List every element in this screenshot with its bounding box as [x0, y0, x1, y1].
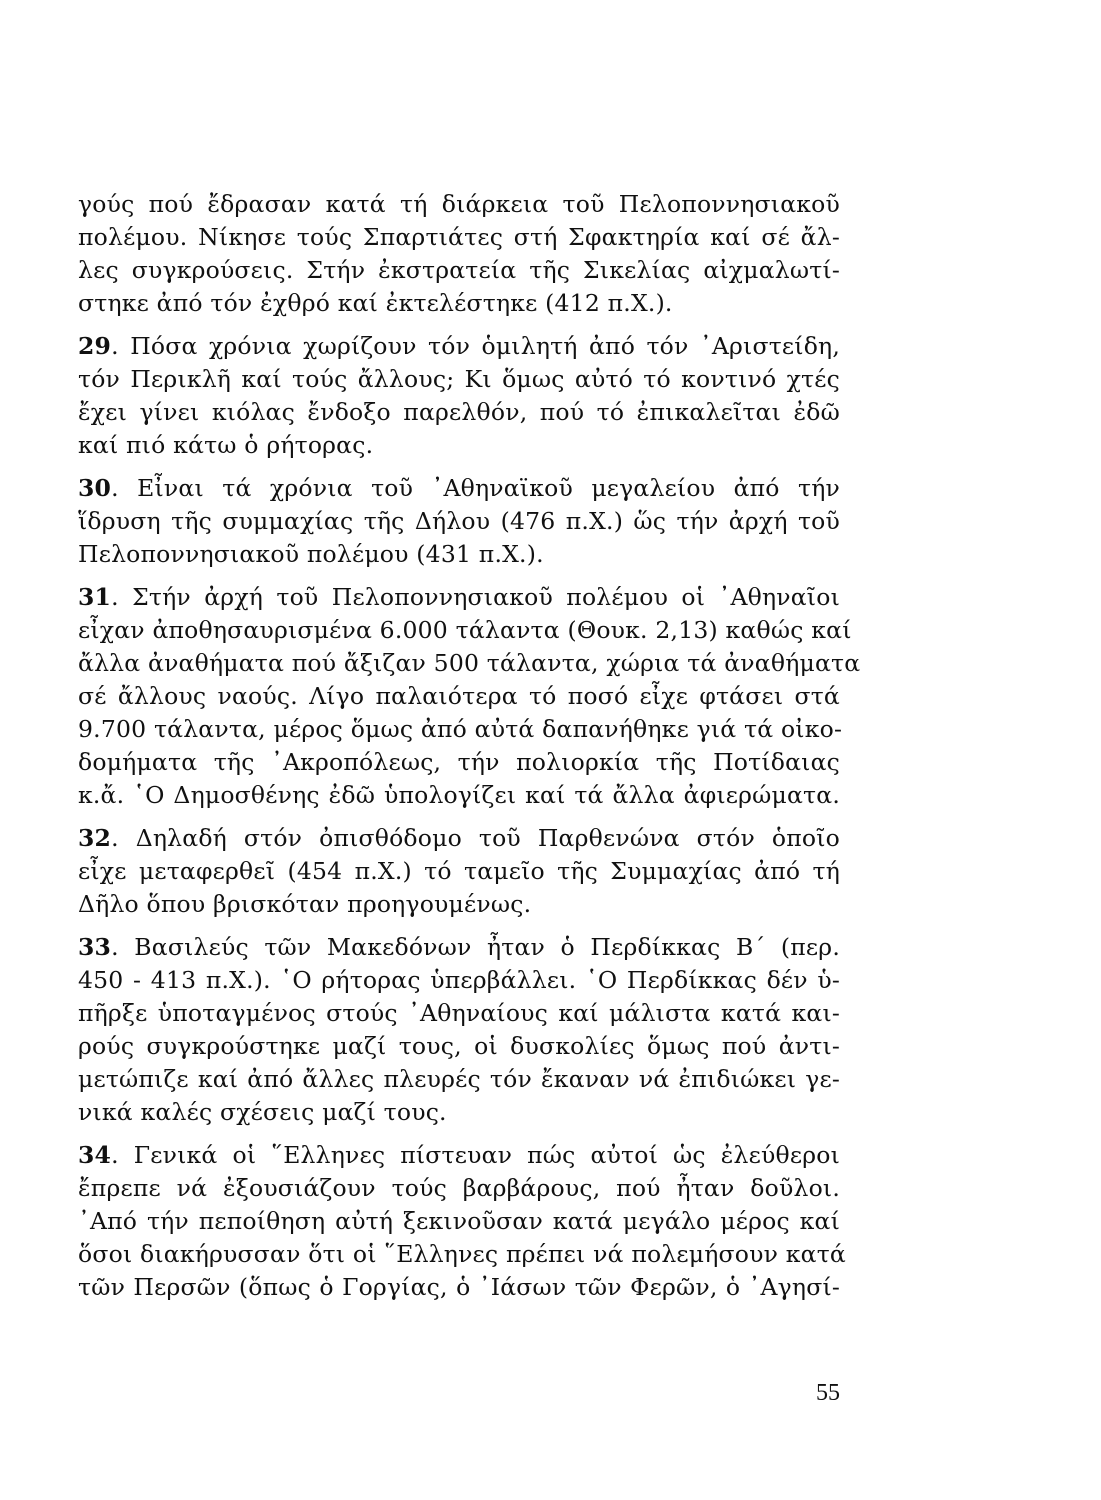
- text-line: ἵδρυση τῆς συμμαχίας τῆς Δήλου (476 π.Χ.) ὥς τήν ἀρχή τοῦ: [78, 507, 840, 535]
- text-line: ᾿Από τήν πεποίθηση αὐτή ξεκινοῦσαν κατά μεγάλο μέρος καί: [78, 1207, 840, 1235]
- text-line: τόν Περικλῆ καί τούς ἄλλους; Κι ὅμως αὐτό τό κοντινό χτές: [78, 365, 840, 393]
- note-first-text: . Βασιλεύς τῶν Μακεδόνων ἦταν ὁ Περδίκκας Β΄ (περ.: [111, 933, 840, 961]
- text-line: 9.700 τάλαντα, μέρος ὅμως ἀπό αὐτά δαπανήθηκε γιά τά οἰκο-: [78, 715, 843, 743]
- note-30: [78, 472, 840, 571]
- note-first-line: [78, 1139, 840, 1172]
- page-text: [78, 188, 861, 1304]
- text-line: δομήματα τῆς ᾿Ακροπόλεως, τήν πολιορκία τῆς Ποτίδαιας: [78, 748, 840, 776]
- note-first-text: . Στήν ἀρχή τοῦ Πελοποννησιακοῦ πολέμου οἱ ᾿Αθηναῖοι: [111, 583, 840, 611]
- text-line: τῶν Περσῶν (ὅπως ὁ Γοργίας, ὁ ᾿Ιάσων τῶν Φερῶν, ὁ ᾿Αγησί-: [78, 1273, 840, 1301]
- note-first-line: [78, 931, 840, 964]
- note-29: [78, 330, 840, 462]
- continuation-paragraph: [78, 188, 840, 320]
- text-line: καί πιό κάτω ὁ ρήτορας.: [78, 431, 374, 459]
- text-line: ἔχει γίνει κιόλας ἔνδοξο παρελθόν, πού τό ἐπικαλεῖται ἐδῶ: [78, 398, 840, 426]
- note-number: 32: [78, 824, 112, 852]
- text-line: ἔπρεπε νά ἐξουσιάζουν τούς βαρβάρους, πού ἦταν δοῦλοι.: [78, 1174, 840, 1202]
- text-line: ρούς συγκρούστηκε μαζί τους, οἱ δυσκολίες ὅμως πού ἀντι-: [78, 1032, 840, 1060]
- text-line: μετώπιζε καί ἀπό ἄλλες πλευρές τόν ἔκαναν νά ἐπιδιώκει γε-: [78, 1065, 840, 1093]
- note-31: [78, 581, 861, 812]
- text-line: ἄλλα ἀναθήματα πού ἄξιζαν 500 τάλαντα, χώρια τά ἀναθήματα: [78, 649, 861, 677]
- note-34: [78, 1139, 846, 1304]
- note-number: 31: [78, 583, 112, 611]
- note-number: 30: [78, 474, 112, 502]
- note-first-line: [78, 330, 840, 363]
- text-line: πολέμου. Νίκησε τούς Σπαρτιάτες στή Σφακτηρία καί σέ ἄλ-: [78, 223, 840, 251]
- text-line: κ.ἄ. ῾Ο Δημοσθένης ἐδῶ ὑπολογίζει καί τά ἄλλα ἀφιερώματα.: [78, 781, 840, 809]
- text-line: 450 - 413 π.Χ.). ῾Ο ρήτορας ὑπερβάλλει. ῾Ο Περδίκκας δέν ὑ-: [78, 966, 840, 994]
- note-first-text: . Δηλαδή στόν ὀπισθόδομο τοῦ Παρθενώνα στόν ὁποῖο: [111, 824, 840, 852]
- note-number: 33: [78, 933, 112, 961]
- note-first-text: . Εἶναι τά χρόνια τοῦ ᾿Αθηναϊκοῦ μεγαλείου ἀπό τήν: [111, 474, 840, 502]
- note-33: [78, 931, 840, 1129]
- text-line: Δῆλο ὅπου βρισκόταν προηγουμένως.: [78, 890, 532, 918]
- note-first-text: . Πόσα χρόνια χωρίζουν τόν ὁμιλητή ἀπό τόν ᾿Αριστείδη,: [111, 332, 840, 360]
- text-line: στηκε ἀπό τόν ἐχθρό καί ἐκτελέστηκε (412 π.Χ.).: [78, 289, 673, 317]
- note-32: [78, 822, 840, 921]
- text-line: νικά καλές σχέσεις μαζί τους.: [78, 1098, 447, 1126]
- note-first-text: . Γενικά οἱ ῞Ελληνες πίστευαν πώς αὐτοί ὡς ἐλεύθεροι: [111, 1141, 840, 1169]
- note-first-line: [78, 472, 840, 505]
- text-line: γούς πού ἔδρασαν κατά τή διάρκεια τοῦ Πελοποννησιακοῦ: [78, 190, 840, 218]
- text-line: Πελοποννησιακοῦ πολέμου (431 π.Χ.).: [78, 540, 544, 568]
- text-line: εἶχαν ἀποθησαυρισμένα 6.000 τάλαντα (Θουκ. 2,13) καθώς καί: [78, 616, 852, 644]
- note-first-line: [78, 822, 840, 855]
- text-line: εἶχε μεταφερθεῖ (454 π.Χ.) τό ταμεῖο τῆς Συμμαχίας ἀπό τή: [78, 857, 840, 885]
- text-line: λες συγκρούσεις. Στήν ἐκστρατεία τῆς Σικελίας αἰχμαλωτί-: [78, 256, 840, 284]
- note-number: 34: [78, 1141, 112, 1169]
- page-number: 55: [816, 1380, 840, 1406]
- text-line: ὅσοι διακήρυσσαν ὅτι οἱ ῞Ελληνες πρέπει νά πολεμήσουν κατά: [78, 1240, 846, 1268]
- text-line: σέ ἄλλους ναούς. Λίγο παλαιότερα τό ποσό εἶχε φτάσει στά: [78, 682, 840, 710]
- text-line: πῆρξε ὑποταγμένος στούς ᾿Αθηναίους καί μάλιστα κατά και-: [78, 999, 840, 1027]
- note-number: 29: [78, 332, 112, 360]
- note-first-line: [78, 581, 840, 614]
